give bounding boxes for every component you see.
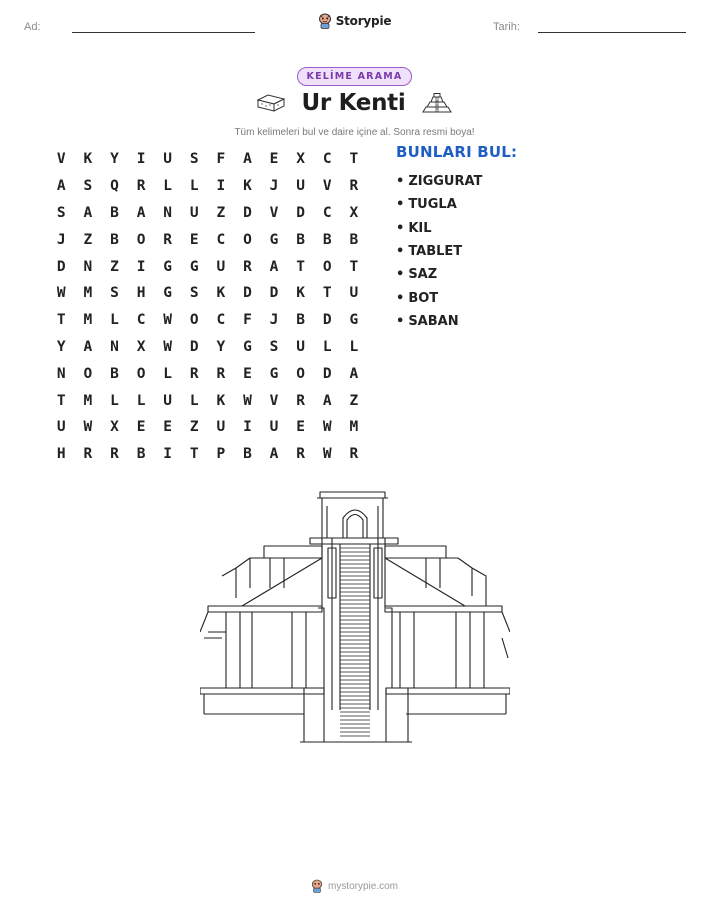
- grid-cell[interactable]: C: [216, 231, 226, 248]
- grid-cell[interactable]: G: [163, 258, 173, 275]
- grid-cell[interactable]: Z: [189, 419, 199, 436]
- word-label: ZIGGURAT: [408, 174, 483, 190]
- bullet: •: [396, 313, 405, 329]
- grid-cell[interactable]: D: [269, 285, 279, 302]
- footer: [0, 879, 709, 893]
- word-label: TABLET: [408, 244, 463, 260]
- grid-cell[interactable]: T: [349, 258, 359, 275]
- grid-row: [48, 253, 367, 280]
- page-title: Ur Kenti: [301, 90, 406, 116]
- grid-cell[interactable]: D: [322, 312, 332, 329]
- grid-cell[interactable]: X: [136, 338, 146, 355]
- grid-cell[interactable]: K: [296, 285, 305, 302]
- word-label: TUGLA: [408, 197, 457, 213]
- grid-cell[interactable]: W: [56, 285, 66, 302]
- word-search-grid[interactable]: [48, 146, 367, 468]
- grid-cell[interactable]: R: [296, 446, 305, 463]
- word-list-item: [396, 240, 482, 263]
- grid-cell[interactable]: R: [189, 365, 199, 382]
- grid-cell[interactable]: N: [163, 204, 173, 221]
- word-list-item: [396, 193, 482, 216]
- grid-cell[interactable]: B: [110, 204, 119, 221]
- brand-name: Storypie: [335, 14, 392, 28]
- grid-cell[interactable]: O: [243, 231, 252, 248]
- grid-cell[interactable]: D: [189, 338, 199, 355]
- grid-cell[interactable]: B: [110, 231, 119, 248]
- grid-cell[interactable]: A: [136, 204, 146, 221]
- grid-cell[interactable]: L: [163, 178, 173, 195]
- grid-cell[interactable]: E: [189, 231, 199, 248]
- grid-cell[interactable]: Y: [110, 151, 119, 168]
- storypie-mascot-icon: [318, 13, 332, 29]
- grid-cell[interactable]: L: [189, 178, 199, 195]
- grid-cell[interactable]: D: [56, 258, 66, 275]
- grid-cell[interactable]: U: [349, 285, 359, 302]
- grid-cell[interactable]: R: [136, 178, 146, 195]
- grid-cell[interactable]: S: [110, 285, 119, 302]
- bullet: •: [396, 220, 405, 236]
- grid-cell[interactable]: R: [349, 178, 359, 195]
- grid-cell[interactable]: G: [269, 231, 279, 248]
- grid-cell[interactable]: Q: [110, 178, 119, 195]
- grid-cell[interactable]: S: [269, 338, 279, 355]
- grid-row: [48, 226, 367, 253]
- grid-cell[interactable]: L: [110, 392, 119, 409]
- word-list-item: [396, 310, 482, 333]
- grid-cell[interactable]: F: [243, 312, 252, 329]
- grid-cell[interactable]: U: [163, 392, 173, 409]
- grid-cell[interactable]: A: [322, 392, 332, 409]
- grid-cell[interactable]: G: [163, 285, 173, 302]
- grid-cell[interactable]: O: [296, 365, 305, 382]
- grid-cell[interactable]: A: [56, 178, 66, 195]
- title-row: [0, 90, 709, 116]
- grid-cell[interactable]: U: [216, 258, 226, 275]
- grid-cell[interactable]: E: [296, 419, 305, 436]
- grid-cell[interactable]: S: [189, 285, 199, 302]
- word-label: SABAN: [408, 313, 459, 329]
- grid-cell[interactable]: C: [136, 312, 146, 329]
- grid-cell[interactable]: U: [163, 151, 173, 168]
- grid-cell[interactable]: S: [56, 204, 66, 221]
- grid-cell[interactable]: Y: [216, 338, 226, 355]
- grid-cell[interactable]: U: [296, 338, 305, 355]
- grid-cell[interactable]: V: [56, 151, 66, 168]
- grid-cell[interactable]: I: [243, 419, 252, 436]
- grid-cell[interactable]: E: [243, 365, 252, 382]
- storypie-mascot-icon: [311, 879, 323, 893]
- grid-cell[interactable]: N: [83, 258, 93, 275]
- grid-cell[interactable]: U: [56, 419, 66, 436]
- bullet: •: [396, 197, 405, 213]
- grid-cell[interactable]: E: [163, 419, 173, 436]
- grid-cell[interactable]: B: [296, 231, 305, 248]
- grid-cell[interactable]: A: [349, 365, 359, 382]
- grid-cell[interactable]: L: [322, 338, 332, 355]
- grid-row: [48, 146, 367, 173]
- grid-cell[interactable]: W: [83, 419, 93, 436]
- grid-cell[interactable]: G: [243, 338, 252, 355]
- grid-row: [48, 200, 367, 227]
- grid-cell[interactable]: I: [163, 446, 173, 463]
- grid-cell[interactable]: A: [243, 151, 252, 168]
- name-label: Ad:: [24, 21, 41, 33]
- grid-cell[interactable]: K: [216, 392, 226, 409]
- word-list: [396, 170, 482, 333]
- grid-cell[interactable]: R: [243, 258, 252, 275]
- grid-cell[interactable]: C: [322, 151, 332, 168]
- grid-cell[interactable]: Z: [83, 231, 93, 248]
- grid-cell[interactable]: O: [189, 312, 199, 329]
- date-field-line[interactable]: [538, 32, 686, 33]
- grid-row: [48, 360, 367, 387]
- bullet: •: [396, 267, 405, 283]
- grid-cell[interactable]: H: [56, 446, 66, 463]
- word-list-item: [396, 263, 482, 286]
- grid-row: [48, 280, 367, 307]
- grid-cell[interactable]: A: [269, 258, 279, 275]
- grid-cell[interactable]: O: [136, 365, 146, 382]
- grid-row: [48, 414, 367, 441]
- grid-cell[interactable]: B: [136, 446, 146, 463]
- activity-badge: KELİME ARAMA: [297, 67, 413, 86]
- grid-cell[interactable]: M: [83, 392, 93, 409]
- grid-cell[interactable]: W: [163, 312, 173, 329]
- grid-cell[interactable]: L: [163, 365, 173, 382]
- grid-cell[interactable]: O: [83, 365, 93, 382]
- grid-cell[interactable]: I: [216, 178, 226, 195]
- grid-cell[interactable]: T: [56, 392, 66, 409]
- grid-cell[interactable]: B: [110, 365, 119, 382]
- footer-url[interactable]: mystorypie.com: [327, 880, 398, 892]
- grid-row: [48, 173, 367, 200]
- grid-cell[interactable]: K: [216, 285, 226, 302]
- badge-container: [0, 66, 709, 86]
- grid-cell[interactable]: M: [83, 285, 93, 302]
- grid-cell[interactable]: R: [296, 392, 305, 409]
- grid-cell[interactable]: H: [136, 285, 146, 302]
- grid-cell[interactable]: G: [349, 312, 359, 329]
- grid-cell[interactable]: A: [83, 338, 93, 355]
- grid-cell[interactable]: N: [56, 365, 66, 382]
- grid-cell[interactable]: T: [56, 312, 66, 329]
- grid-cell[interactable]: S: [83, 178, 93, 195]
- grid-cell[interactable]: K: [243, 178, 252, 195]
- grid-cell[interactable]: D: [322, 365, 332, 382]
- grid-cell[interactable]: O: [136, 231, 146, 248]
- grid-cell[interactable]: M: [83, 312, 93, 329]
- grid-cell[interactable]: R: [349, 446, 359, 463]
- grid-cell[interactable]: G: [269, 365, 279, 382]
- grid-cell[interactable]: X: [296, 151, 305, 168]
- grid-row: [48, 307, 367, 334]
- word-list-item: [396, 286, 482, 309]
- grid-cell[interactable]: T: [189, 446, 199, 463]
- grid-cell[interactable]: C: [216, 312, 226, 329]
- grid-row: [48, 387, 367, 414]
- grid-cell[interactable]: M: [349, 419, 359, 436]
- grid-cell[interactable]: Y: [56, 338, 66, 355]
- grid-row: [48, 441, 367, 468]
- word-label: SAZ: [408, 267, 438, 283]
- grid-cell[interactable]: N: [110, 338, 119, 355]
- grid-cell[interactable]: C: [322, 204, 332, 221]
- grid-cell[interactable]: V: [322, 178, 332, 195]
- grid-cell[interactable]: Z: [110, 258, 119, 275]
- grid-cell[interactable]: U: [296, 178, 305, 195]
- grid-cell[interactable]: D: [243, 285, 252, 302]
- grid-cell[interactable]: L: [110, 312, 119, 329]
- grid-cell[interactable]: T: [349, 151, 359, 168]
- brick-icon: [256, 93, 286, 113]
- grid-cell[interactable]: X: [349, 204, 359, 221]
- grid-cell[interactable]: F: [216, 151, 226, 168]
- word-label: KIL: [408, 220, 432, 236]
- grid-cell[interactable]: U: [216, 419, 226, 436]
- grid-cell[interactable]: U: [189, 204, 199, 221]
- grid-cell[interactable]: S: [189, 151, 199, 168]
- grid-cell[interactable]: B: [322, 231, 332, 248]
- grid-cell[interactable]: G: [189, 258, 199, 275]
- grid-cell[interactable]: B: [243, 446, 252, 463]
- grid-cell[interactable]: B: [296, 312, 305, 329]
- word-list-item: [396, 170, 482, 193]
- grid-cell[interactable]: L: [136, 392, 146, 409]
- word-list-title: BUNLARI BUL:: [396, 143, 518, 161]
- grid-cell[interactable]: U: [269, 419, 279, 436]
- grid-cell[interactable]: X: [110, 419, 119, 436]
- grid-cell[interactable]: Z: [216, 204, 226, 221]
- brand-header: [0, 13, 709, 34]
- grid-cell[interactable]: E: [136, 419, 146, 436]
- date-label: Tarih:: [493, 21, 520, 33]
- grid-cell[interactable]: R: [163, 231, 173, 248]
- grid-cell[interactable]: V: [269, 392, 279, 409]
- grid-cell[interactable]: T: [296, 258, 305, 275]
- grid-cell[interactable]: P: [216, 446, 226, 463]
- grid-cell[interactable]: A: [83, 204, 93, 221]
- grid-cell[interactable]: E: [269, 151, 279, 168]
- grid-cell[interactable]: J: [269, 312, 279, 329]
- grid-cell[interactable]: K: [83, 151, 93, 168]
- bullet: •: [396, 290, 405, 306]
- grid-cell[interactable]: I: [136, 151, 146, 168]
- grid-row: [48, 334, 367, 361]
- grid-cell[interactable]: T: [322, 285, 332, 302]
- grid-cell[interactable]: L: [189, 392, 199, 409]
- grid-cell[interactable]: R: [110, 446, 119, 463]
- grid-cell[interactable]: V: [269, 204, 279, 221]
- word-list-item: [396, 217, 482, 240]
- instructions: Tüm kelimeleri bul ve daire içine al. Sonra resmi boya!: [234, 127, 475, 138]
- grid-cell[interactable]: D: [243, 204, 252, 221]
- grid-cell[interactable]: J: [269, 178, 279, 195]
- ziggurat-icon: [421, 92, 453, 114]
- grid-cell[interactable]: I: [136, 258, 146, 275]
- grid-cell[interactable]: L: [349, 338, 359, 355]
- grid-cell[interactable]: O: [322, 258, 332, 275]
- grid-cell[interactable]: J: [56, 231, 66, 248]
- grid-cell[interactable]: R: [216, 365, 226, 382]
- bullet: •: [396, 174, 405, 190]
- bullet: •: [396, 244, 405, 260]
- word-label: BOT: [408, 290, 439, 306]
- grid-cell[interactable]: D: [296, 204, 305, 221]
- grid-cell[interactable]: R: [83, 446, 93, 463]
- grid-cell[interactable]: Z: [349, 392, 359, 409]
- grid-cell[interactable]: W: [322, 446, 332, 463]
- grid-cell[interactable]: W: [163, 338, 173, 355]
- grid-cell[interactable]: W: [243, 392, 252, 409]
- ziggurat-illustration: [200, 488, 510, 746]
- grid-cell[interactable]: A: [269, 446, 279, 463]
- grid-cell[interactable]: W: [322, 419, 332, 436]
- grid-cell[interactable]: B: [349, 231, 359, 248]
